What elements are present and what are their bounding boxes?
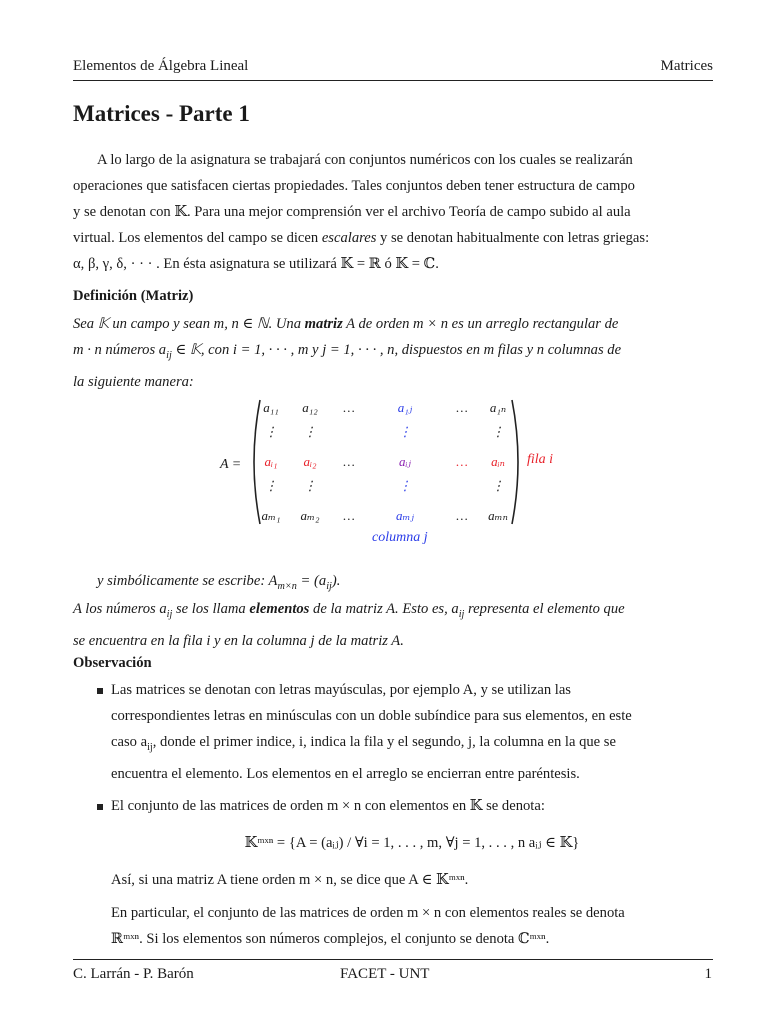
intro-line: α, β, γ, δ, · · · . En ésta asignatura se utilizará 𝕂 = ℝ ó 𝕂 = ℂ. — [73, 256, 439, 272]
definition-text: Sea 𝕂 un campo y sean m, n ∈ ℕ. Una — [73, 316, 305, 332]
matrix-vdots: ⋮ — [398, 424, 412, 439]
matrix-vdots: ⋮ — [303, 424, 317, 439]
bullet-2-line: Así, si una matriz A tiene orden m × n, se dice que A ∈ 𝕂ᵐˣⁿ. — [111, 872, 469, 888]
matrix-vdots: ⋮ — [398, 478, 412, 493]
bullet-line: correspondientes letras en minúsculas con un doble subíndice para sus elementos, en este — [111, 708, 632, 724]
bullet-marker — [97, 688, 103, 694]
matrix-body — [250, 400, 530, 524]
intro-line — [73, 225, 713, 251]
subscript: ij — [166, 608, 173, 620]
observation-bullet-2: El conjunto de las matrices de orden m × n con elementos en 𝕂 se denota: — [111, 798, 545, 814]
matrix-vdots: ⋮ — [491, 424, 505, 439]
subscript: ij — [458, 608, 465, 620]
definition-text: A de orden m × n es un arreglo rectangular de — [342, 316, 619, 332]
symbolic-text: y simbólicamente se escribe: A — [97, 573, 278, 589]
bullet-line: Las matrices se denotan con letras mayúsculas, por ejemplo A, y se utilizan las — [111, 682, 571, 698]
matrix-cell-column-j: aₘⱼ — [396, 508, 414, 523]
intro-line: y se denotan con 𝕂. Para una mejor comprensión ver el archivo Teoría de campo subido al aula — [73, 204, 631, 220]
elements-text: A los números a — [73, 601, 167, 617]
matrix-vdots: ⋮ — [491, 478, 505, 493]
matrix-cell: aₘₙ — [488, 508, 508, 523]
intro-line: A lo largo de la asignatura se trabajará con conjuntos numéricos con los cuales se realizarán — [97, 152, 633, 168]
matrix-vdots: ⋮ — [264, 424, 278, 439]
column-j-label: columna j — [372, 530, 428, 545]
matrix-cell-row-i: aᵢ₂ — [303, 454, 317, 469]
matrix-cell: aₘ₁ — [261, 508, 281, 523]
running-header-section: Matrices — [660, 58, 713, 74]
header-rule — [73, 80, 713, 81]
matrix-cell: … — [456, 400, 468, 415]
elements-paragraph — [73, 596, 713, 654]
subscript: ij — [166, 349, 172, 361]
definition-body — [73, 311, 713, 395]
observation-heading: Observación — [73, 655, 152, 671]
bullet-text: caso a — [111, 734, 148, 750]
bullet-text: , donde el primer indice, i, indica la fila y el segundo, j, la columna en la que se — [152, 734, 616, 750]
matrix-cell-row-i: aᵢₙ — [491, 454, 505, 469]
intro-line: operaciones que satisfacen ciertas propiedades. Tales conjuntos deben tener estructura de campo — [73, 178, 635, 194]
bullet-marker — [97, 804, 103, 810]
intro-text: virtual. Los elementos del campo se dicen — [73, 230, 322, 246]
subscript: ij — [326, 580, 332, 592]
footer-rule — [73, 959, 713, 960]
matrix-cell-ij: aᵢⱼ — [399, 454, 411, 469]
definition-text: m · n números a — [73, 342, 167, 358]
matrix-cell: a₁ₙ — [489, 400, 507, 415]
definition-line — [73, 311, 713, 337]
intro-paragraph — [73, 147, 713, 277]
definition-term: matriz — [304, 316, 343, 332]
page-title: Matrices - Parte 1 — [73, 101, 250, 126]
observation-bullet-1 — [111, 677, 713, 787]
matrix-cell: a₁₁ — [263, 400, 279, 415]
symbolic-text: ). — [331, 573, 341, 589]
definition-line — [73, 337, 713, 369]
definition-text: ∈ 𝕂, con i = 1, · · · , m y j = 1, · · · , n, dispuestos en m filas y n columnas de — [171, 342, 622, 358]
bullet-line: En particular, el conjunto de las matrices de orden m × n con elementos reales se denota — [111, 905, 625, 921]
matrix-cell: … — [343, 508, 355, 523]
matrix-cell: aₘ₂ — [300, 508, 320, 523]
row-i-label: fila i — [527, 452, 554, 467]
matrix-cell: … — [456, 508, 468, 523]
page-number: 1 — [704, 966, 712, 982]
matrix-cell: a₁₂ — [302, 400, 318, 415]
definition-heading: Definición (Matriz) — [73, 288, 194, 304]
bullet-line — [111, 729, 713, 761]
intro-text: y se denotan habitualmente con letras griegas: — [376, 230, 650, 246]
elements-text: se los llama — [172, 601, 250, 617]
set-definition-formula: 𝕂ᵐˣⁿ = {A = (aᵢⱼ) / ∀i = 1, . . . , m, ∀j = 1, . . . , n aᵢⱼ ∈ 𝕂} — [244, 835, 580, 851]
bullet-2-paragraph — [111, 900, 713, 952]
intro-emphasis: escalares — [321, 230, 377, 246]
elements-line — [73, 596, 713, 628]
elements-text: representa el elemento que — [464, 601, 625, 617]
elements-line: se encuentra en la fila i y en la columna j de la matriz A. — [73, 632, 404, 649]
running-header-title: Elementos de Álgebra Lineal — [73, 58, 249, 74]
footer-institution: FACET - UNT — [340, 966, 430, 982]
matrix-cell: … — [343, 454, 355, 469]
matrix-lhs: A = — [220, 457, 242, 472]
bullet-line: encuentra el elemento. Los elementos en el arreglo se encierran entre paréntesis. — [111, 765, 580, 782]
elements-text: de la matriz A. Esto es, a — [309, 601, 459, 617]
footer-authors: C. Larrán - P. Barón — [73, 966, 194, 982]
matrix-cell: … — [343, 400, 355, 415]
bullet-line: ℝᵐˣⁿ. Si los elementos son números complejos, el conjunto se denota ℂᵐˣⁿ. — [111, 931, 550, 947]
definition-line: la siguiente manera: — [73, 373, 194, 390]
matrix-vdots: ⋮ — [303, 478, 317, 493]
symbolic-notation — [97, 573, 340, 592]
matrix-vdots: ⋮ — [264, 478, 278, 493]
matrix-cell-column-j: a₁ⱼ — [397, 400, 413, 415]
subscript: ij — [147, 741, 153, 753]
matrix-cell-row-i: … — [456, 454, 468, 469]
symbolic-text: = (a — [296, 573, 327, 589]
matrix-cell-row-i: aᵢ₁ — [264, 454, 278, 469]
elements-term: elementos — [249, 601, 310, 617]
subscript: m×n — [277, 580, 297, 592]
